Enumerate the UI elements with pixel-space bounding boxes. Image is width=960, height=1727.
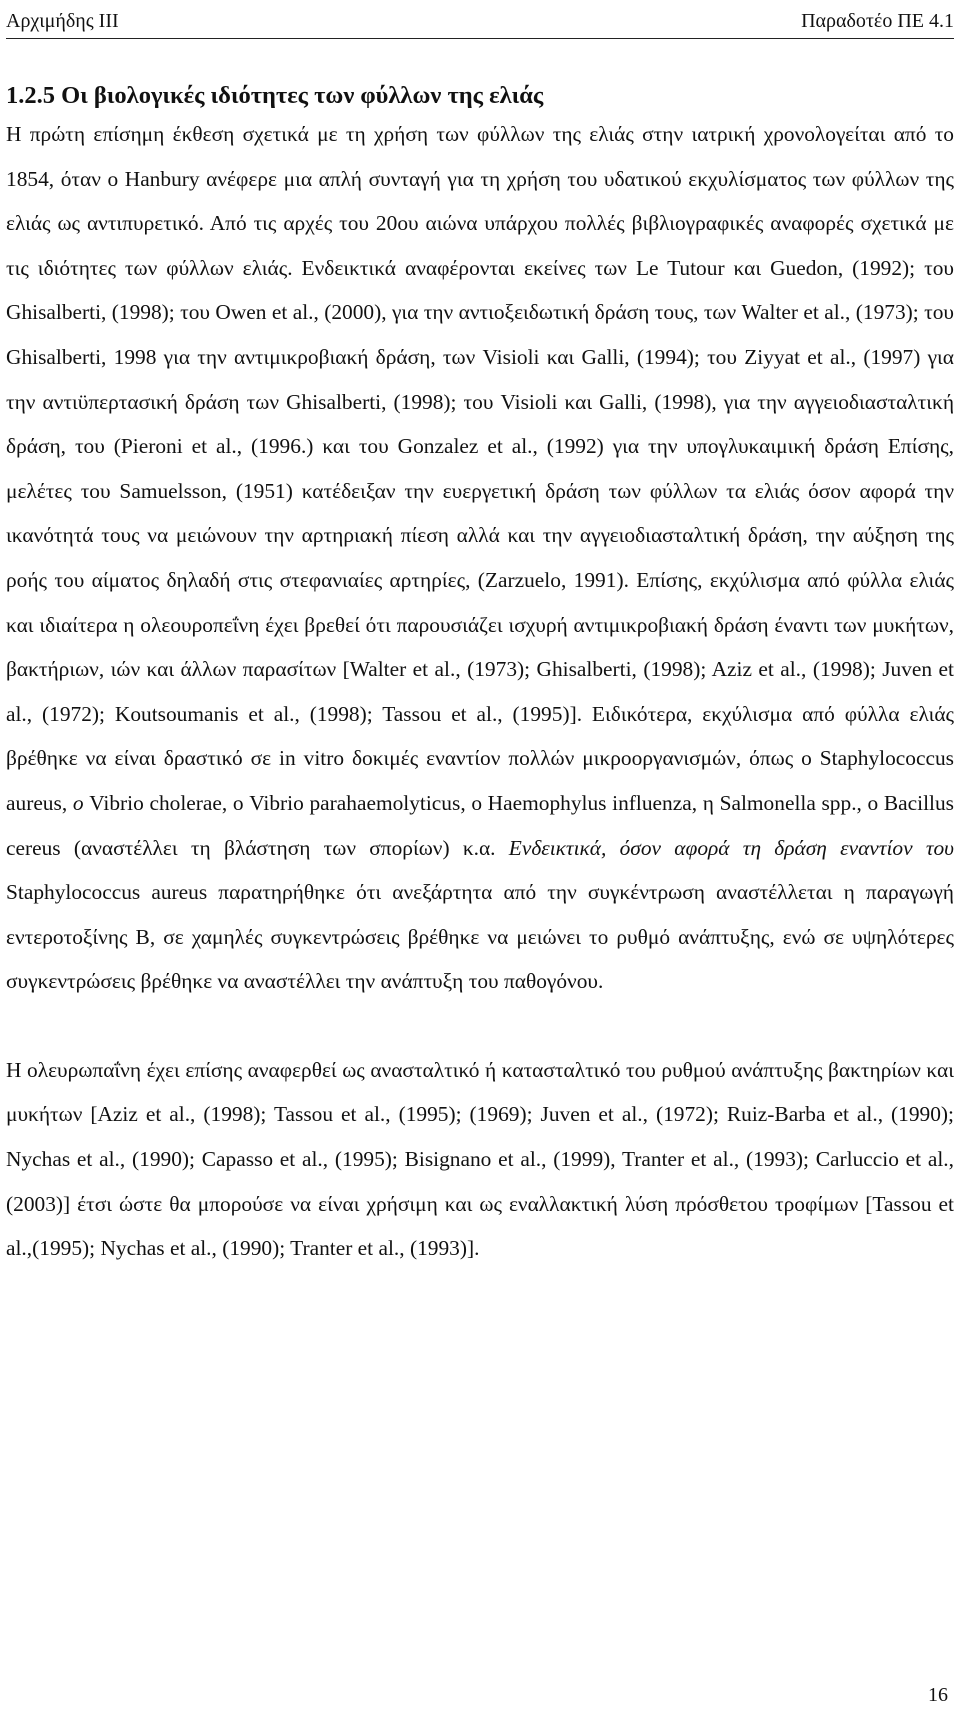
paragraph-2: Η ολευρωπαΐνη έχει επίσης αναφερθεί ως ανασταλτικό ή κατασταλτικό του ρυθμού ανάπτυξης βακτηρίων και μυκήτων [Aziz et al., (1998); Tassou et al., (1995); (1969); Juven et al., (1972); Ruiz-Barba et al., (1990); Nychas et al., (1990); Capasso et al., (1995); Bisignano et al., (1999), Tranter et al., (1993); Carluccio et al., (2003)] έτσι ώστε θα μπορούσε να είναι χρήσιμη και ως εναλλακτική λύση πρόσθετου τροφίμων [Tassou et al.,(1995); Nychas et al., (1990); Tranter et al., (1993)]. <box>6 1057 954 1261</box>
paragraph-1-text-c: Staphylococcus aureus παρατηρήθηκε ότι ανεξάρτητα από την συγκέντρωση αναστέλλεται η παραγωγή εντεροτοξίνης Β, σε χαμηλές συγκεντρώσεις βρέθηκε να μειώνει το ρυθμό ανάπτυξης, ενώ σε υψηλότερες συγκεντρώσεις βρέθηκε να αναστέλλει την ανάπτυξη του παθογόνου. <box>6 880 954 994</box>
header-project-title: Αρχιμήδης ΙΙΙ <box>6 10 119 32</box>
section-heading: 1.2.5 Οι βιολογικές ιδιότητες των φύλλων της ελιάς <box>6 82 544 109</box>
paragraph-1-italic-phrase: Ενδεικτικά, όσον αφορά τη δράση εναντίον του <box>508 835 954 860</box>
paragraph-1-text-b: Vibrio cholerae, ο Vibrio parahaemolyticus, ο Haemophylus influenza, η Salmonella spp., ο Bacillus cereus (αναστέλλει τη βλάστηση των σπορίων) κ.α. <box>6 790 954 860</box>
page-number: 16 <box>928 1684 948 1706</box>
page-header <box>6 6 954 39</box>
paragraph-1-italic-o: ο <box>72 790 84 815</box>
paragraph-1-text-a: Η πρώτη επίσημη έκθεση σχετικά με τη χρήση των φύλλων της ελιάς στην ιατρική χρονολογείται από το 1854, όταν ο Hanbury ανέφερε μια απλή συνταγή για τη χρήση του υδατικού εκχυλίσματος των φύλλων της ελιάς ως αντιπυρετικό. Από τις αρχές του 20ου αιώνα υπάρχου πολλές βιβλιογραφικές αναφορές σχετικά με τις ιδιότητες των φύλλων ελιάς. Ενδεικτικά αναφέρονται εκείνες των Le Tutour και Guedon, (1992); του Ghisalberti, (1998); του Owen et al., (2000), για την αντιοξειδωτική δράση τους, των Walter et al., (1973); του Ghisalberti, 1998 για την αντιμικροβιακή δράση, των Visioli και Galli, (1994); του Ziyyat et al., (1997) για την αντιϋπερτασική δράση των Ghisalberti, (1998); του Visioli και Galli, (1998), για την αγγειοδιασταλτική δράση, του (Pieroni et al., (1996.) και του Gonzalez et al., (1992) για την υπογλυκαιμική δράση Επίσης, μελέτες του Samuelsson, (1951) κατέδειξαν την ευεργετική δράση των φύλλων τα ελιάς όσον αφορά την ικανότητά τους να μειώνουν την αρτηριακή πίεση αλλά και την αγγειοδιασταλτική δράση, την αύξηση της ροής του αίματος δηλαδή στις στεφανιαίες αρτηρίες, (Zarzuelo, 1991). Επίσης, εκχύλισμα από φύλλα ελιάς και ιδιαίτερα η ολεουροπεΐνη έχει βρεθεί ότι παρουσιάζει ισχυρή αντιμικροβιακή δράση έναντι των μυκήτων, βακτήριων, ιών και άλλων παρασίτων [Walter et al., (1973); Ghisalberti, (1998); Aziz et al., (1998); Juven et al., (1972); Koutsoumanis et al., (1998); Tassou et al., (1995)]. Ειδικότερα, εκχύλισμα από φύλλα ελιάς βρέθηκε να είναι δραστικό σε in vitro δοκιμές εναντίον πολλών μικροοργανισμών, όπως ο Staphylococcus aureus, <box>6 122 954 815</box>
document-body <box>6 80 954 1271</box>
header-deliverable: Παραδοτέο ΠΕ 4.1 <box>801 10 954 32</box>
paragraph-1 <box>6 112 954 1004</box>
